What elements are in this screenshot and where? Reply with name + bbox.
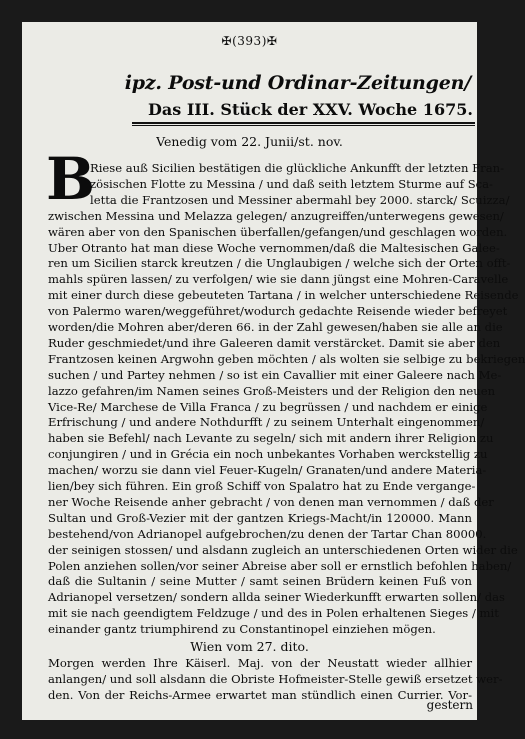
text-line: anlangen/ und soll alsdann die Obriste Hofmeister-Stelle gewiß ersetzet wer-: [48, 671, 503, 686]
text-line: wären aber von den Spanischen überfallen/gefangen/und geschlagen worden.: [48, 224, 508, 239]
text-line: machen/ worzu sie dann viel Feuer-Kugeln/ Granaten/und andere Materia-: [48, 463, 487, 478]
text-line: Frantzosen keinen Argwohn geben möchten / als wolten sie selbige zu bekriegen: [48, 351, 525, 366]
text-line: der seinigen stossen/ und alsdann zugleich an unterschiedenen Orten wider die: [48, 542, 518, 557]
text-line: Riese auß Sicilien bestätigen die glückliche Ankunfft der letzten Fran-: [90, 161, 504, 175]
text-line: mit einer durch diese gebeuteten Tartana / in welcher unterschiedene Reisende: [48, 288, 519, 303]
text-line: zösischen Flotte zu Messina / und daß seith letztem Sturme auf Sca-: [90, 176, 493, 191]
catchword: gestern: [426, 698, 473, 712]
newspaper-page: [22, 22, 525, 720]
dateline-venedig: Venedig vom 22. Junii/st. nov.: [156, 134, 343, 149]
dateline-wien: Wien vom 27. dito.: [190, 639, 309, 654]
text-line: daß die Sultanin / seine Mutter / samt seinen Brüdern keinen Fuß von: [48, 574, 472, 589]
text-line: von Palermo waren/weggeführet/wodurch gedachte Reisende wieder befreyet: [48, 304, 508, 319]
text-line: bestehend/von Adrianopel aufgebrochen/zu denen der Tartar Chan 80000.: [48, 526, 487, 541]
text-line: mahls spüren lassen/ zu verfolgen/ wie sie dann jüngst eine Mohren-Caravelle: [48, 272, 509, 287]
text-line: suchen / und Partey nehmen / so ist ein Cavallier mit einer Galeere nach Me-: [48, 367, 502, 382]
text-line: worden/die Mohren aber/deren 66. in der Zahl gewesen/haben sie alle an die: [48, 320, 503, 334]
text-line: Morgen werden Ihre Käiserl. Maj. von der Neustatt wieder allhier: [48, 656, 472, 670]
drop-cap: B: [46, 145, 96, 213]
page-number-text: (393): [232, 34, 267, 48]
text-line: haben sie Befehl/ nach Levante zu segeln/ sich mit andern ihrer Religion zu: [48, 431, 494, 446]
text-line: Vice-Re/ Marchese de Villa Franca / zu begrüssen / und nachdem er einige: [48, 399, 488, 414]
text-line: lazzo gefahren/im Namen seines Groß-Meisters und der Religion den neuen: [48, 383, 496, 398]
issue-line: Das III. Stück der XXV. Woche 1675.: [148, 100, 473, 119]
text-line: mit sie nach geendigtem Feldzuge / und des in Polen erhaltenen Sieges / mit: [48, 606, 499, 621]
text-line: zwischen Messina und Melazza gelegen/ anzugreiffen/unterwegens gewesen/: [48, 208, 504, 223]
text-line: Polen anziehen sollen/vor seiner Abreise aber soll er ernstlich befohlen haben/: [48, 558, 512, 573]
header-rule-thin: [132, 125, 475, 126]
text-line: den. Von der Reichs-Armee erwartet man stündlich einen Currier. Vor-: [48, 687, 472, 702]
text-line: Sultan und Groß-Vezier mit der gantzen Kriegs-Macht/in 120000. Mann: [48, 510, 472, 525]
text-line: einander gantz triumphirend zu Constantinopel einziehen mögen.: [48, 622, 436, 637]
text-line: lien/bey sich führen. Ein groß Schiff von Spalatro hat zu Ende vergange-: [48, 479, 476, 493]
text-line: ner Woche Reisende anher gebracht / von denen man vernommen / daß der: [48, 494, 494, 509]
text-line: Adrianopel versetzen/ sondern allda seiner Wiederkunfft erwarten sollen/ das: [48, 590, 505, 605]
text-line: letta die Frantzosen und Messiner abermahl bey 2000. starck/ Scuizza/: [90, 192, 510, 207]
text-line: Erfrischung / und andere Nothdurfft / zu seinem Unterhalt eingenommen/: [48, 415, 485, 430]
text-line: conjungiren / und in Grécia ein noch unbekantes Vorhaben werckstellig zu: [48, 447, 488, 462]
text-line: Ruder geschmiedet/und ihre Galeeren damit verstärcket. Damit sie aber den: [48, 335, 501, 350]
text-line: Uber Otranto hat man diese Woche vernommen/daß die Maltesischen Galee-: [48, 240, 500, 255]
header-rule: [132, 122, 475, 124]
ornament-left: ✠: [221, 34, 233, 48]
ornament-right: ✠: [266, 34, 278, 48]
masthead: ipz. Post-und Ordinar-Zeitungen/: [124, 72, 471, 94]
text-line: ren um Sicilien starck kreutzen / die Unglaubigen / welche sich der Orten offt-: [48, 256, 511, 271]
page-number: [22, 34, 477, 48]
